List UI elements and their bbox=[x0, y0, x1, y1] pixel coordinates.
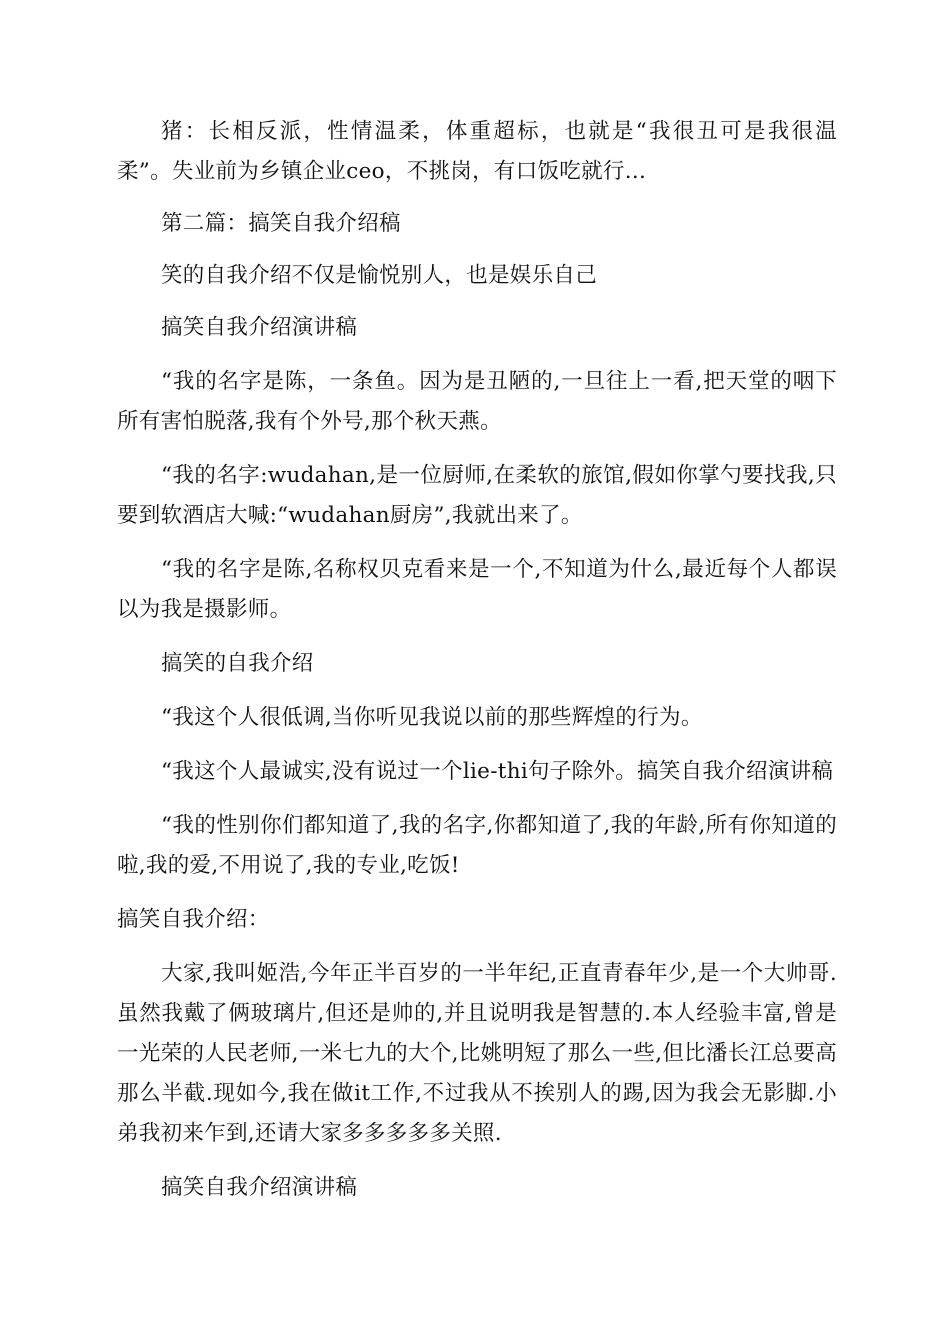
paragraph: “我的名字:wudahan,是一位厨师,在柔软的旅馆,假如你掌勺要找我,只要到软酒店大喊:“wudahan厨房”,我就出来了。 bbox=[117, 463, 837, 528]
document-body bbox=[117, 112, 837, 1208]
paragraph: “我的名字是陈，一条鱼。因为是丑陋的,一旦往上一看,把天堂的咽下所有害怕脱落,我有个外号,那个秋天燕。 bbox=[117, 369, 837, 434]
paragraph: “我这个人最诚实,没有说过一个lie-thi句子除外。搞笑自我介绍演讲稿 bbox=[161, 759, 834, 784]
paragraph: 笑的自我介绍不仅是愉悦别人，也是娱乐自己 bbox=[161, 263, 598, 288]
paragraph: “我的名字是陈,名称权贝克看来是一个,不知道为什么,最近每个人都误以为我是摄影师。 bbox=[117, 557, 837, 622]
section-heading: 搞笑的自我介绍 bbox=[161, 651, 314, 676]
section-heading: 第二篇：搞笑自我介绍稿 bbox=[161, 211, 401, 236]
paragraph: 猪：长相反派，性情温柔，体重超标，也就是“我很丑可是我很温柔”。失业前为乡镇企业ceo，不挑岗，有口饭吃就行... bbox=[117, 119, 837, 184]
paragraph: “我这个人很低调,当你听见我说以前的那些辉煌的行为。 bbox=[161, 705, 703, 730]
paragraph: “我的性别你们都知道了,我的名字,你都知道了,我的年龄,所有你知道的啦,我的爱,不用说了,我的专业,吃饭! bbox=[117, 813, 837, 878]
section-heading: 搞笑自我介绍演讲稿 bbox=[161, 315, 358, 340]
section-heading: 搞笑自我介绍： bbox=[117, 907, 270, 932]
paragraph: 大家,我叫姬浩,今年正半百岁的一半年纪,正直青春年少,是一个大帅哥.虽然我戴了俩玻璃片,但还是帅的,并且说明我是智慧的.本人经验丰富,曾是一光荣的人民老师,一米七九的大个,比姚明短了那么一些,但比潘长江总要高那么半截.现如今,我在做it工作,不过我从不挨别人的踢,因为我会无影脚.小弟我初来乍到,还请大家多多多多多关照. bbox=[117, 961, 837, 1146]
section-heading: 搞笑自我介绍演讲稿 bbox=[161, 1175, 358, 1200]
